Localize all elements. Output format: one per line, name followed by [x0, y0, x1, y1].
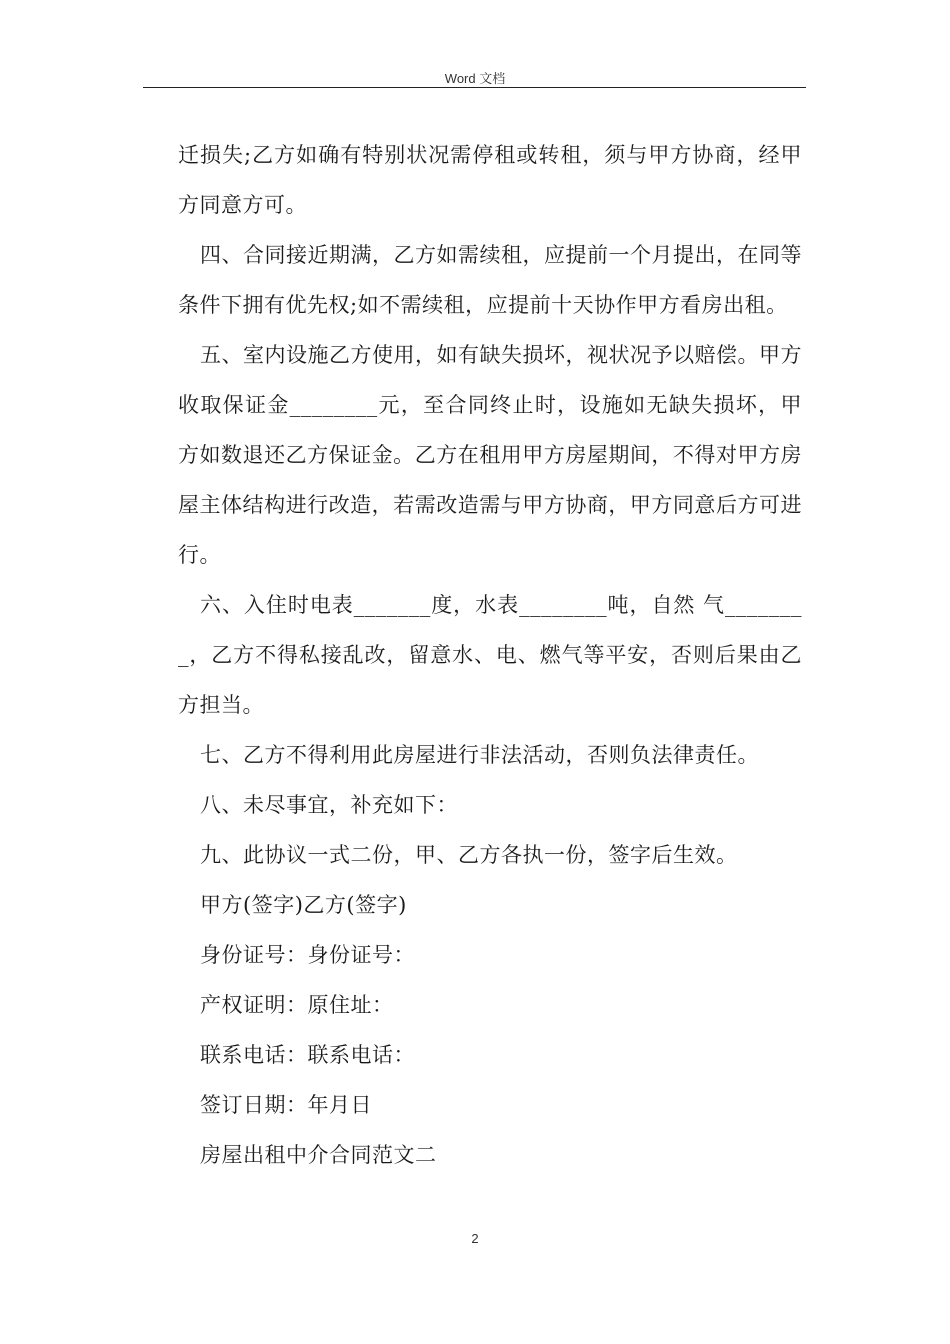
document-body	[178, 130, 802, 1180]
id-number-line: 身份证号：身份证号：	[200, 943, 415, 967]
header-divider	[143, 87, 806, 88]
paragraph: 迁损失;乙方如确有特别状况需停租或转租，须与甲方协商，经甲方同意方可。	[178, 143, 802, 217]
page-header-title: Word 文档	[444, 71, 506, 86]
paragraph: 九、此协议一式二份，甲、乙方各执一份，签字后生效。	[200, 843, 738, 867]
property-certificate-line: 产权证明：原住址：	[200, 993, 394, 1017]
sign-date-line: 签订日期：年月日	[200, 1093, 372, 1117]
page-number: 2	[471, 1231, 479, 1246]
paragraph: 七、乙方不得利用此房屋进行非法活动，否则负法律责任。	[200, 743, 759, 767]
paragraph: 六、入住时电表_______度，水表________吨，自然 气________，乙方不得私接乱改，留意水、电、燃气等平安，否则后果由乙方担当。	[178, 593, 802, 717]
paragraph: 八、未尽事宜，补充如下：	[200, 793, 458, 817]
section-heading: 房屋出租中介合同范文二	[200, 1143, 437, 1167]
paragraph: 五、室内设施乙方使用，如有缺失损坏，视状况予以赔偿。甲方收取保证金________元，至合同终止时，设施如无缺失损坏，甲方如数退还乙方保证金。乙方在租用甲方房屋期间，不得对甲方房屋主体结构进行改造，若需改造需与甲方协商，甲方同意后方可进行。	[178, 343, 802, 567]
contact-phone-line: 联系电话：联系电话：	[200, 1043, 415, 1067]
signature-line: 甲方(签字)乙方(签字)	[200, 893, 407, 917]
paragraph: 四、合同接近期满，乙方如需续租，应提前一个月提出，在同等条件下拥有优先权;如不需续租，应提前十天协作甲方看房出租。	[178, 243, 802, 317]
